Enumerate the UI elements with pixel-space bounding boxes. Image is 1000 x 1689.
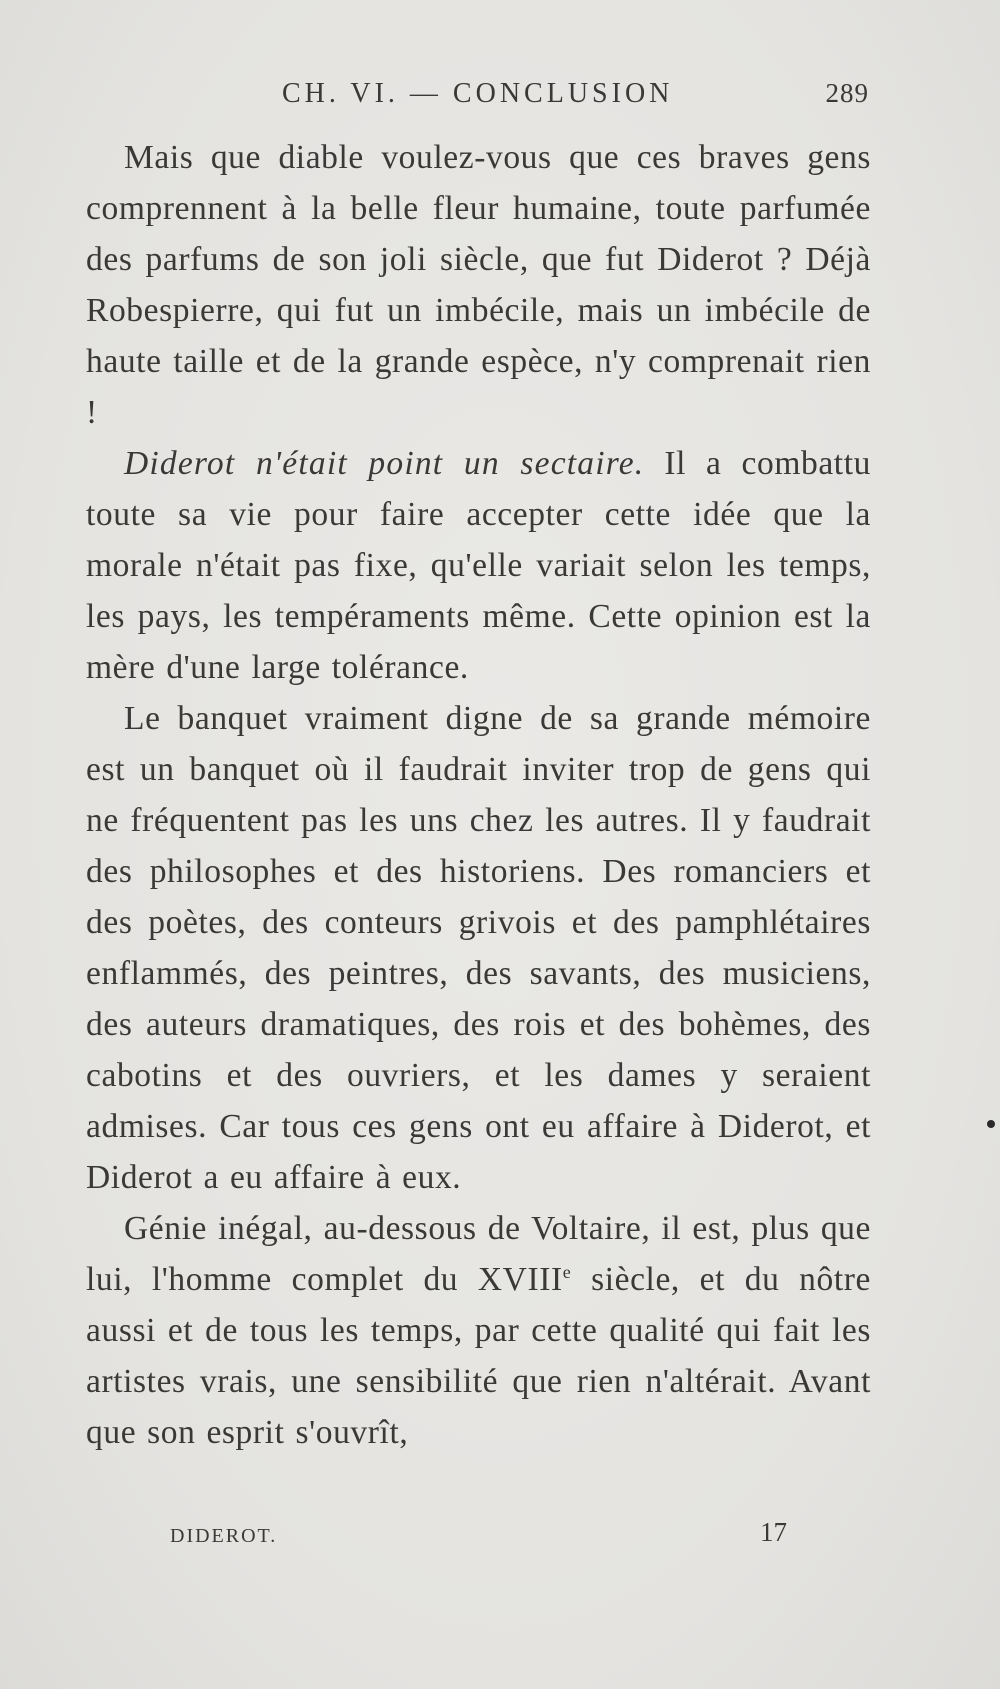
body-text (86, 132, 871, 1458)
paragraph-2-italic-lead: Diderot n'était point un sectaire. (124, 445, 645, 482)
paragraph-2-text: Il a combattu toute sa vie pour faire accepter cette idée que la morale n'était pas fixe, qu'elle variait selon les temps, les pays, les tempéraments même. Cette opinion est la mère d'une large tolérance. (86, 445, 871, 686)
paragraph-1 (86, 132, 871, 438)
paragraph-4 (86, 1203, 871, 1458)
paragraph-3 (86, 693, 871, 1203)
margin-ink-dot (987, 1120, 995, 1128)
signature-number: 17 (760, 1517, 787, 1547)
paragraph-1-text: Mais que diable voulez-vous que ces braves gens comprennent à la belle fleur humaine, toute parfumée des parfums de son joli siècle, que fut Diderot ? Déjà Robespierre, qui fut un imbécile, mais un imbécile de haute taille et de la grande espèce, n'y comprenait rien ! (86, 139, 871, 431)
paragraph-3-text: Le banquet vraiment digne de sa grande mémoire est un banquet où il faudrait inviter trop de gens qui ne fréquentent pas les uns chez les autres. Il y faudrait des philosophes et des historiens. Des romanciers et des poètes, des conteurs grivois et des pamphlétaires enflammés, des peintres, des savants, des musiciens, des auteurs dramatiques, des rois et des bohèmes, des cabotins et des ouvriers, et les dames y seraient admises. Car tous ces gens ont eu affaire à Diderot, et Diderot a eu affaire à eux. (86, 700, 871, 1196)
page-header (282, 78, 882, 118)
page-footer (170, 1517, 790, 1557)
running-head: CH. VI. — CONCLUSION (282, 78, 674, 109)
paragraph-4-text-after: siècle, et du nôtre aussi et de tous les temps, par cette qualité qui fait les artistes vrais, une sensibilité que rien n'altérait. Avant que son esprit s'ouvrît, (86, 1261, 871, 1451)
century-superscript: e (562, 1261, 572, 1282)
paragraph-2 (86, 438, 871, 693)
signature-mark: DIDEROT. (170, 1525, 278, 1547)
page-number: 289 (825, 78, 869, 108)
paragraph-4-text-before: Génie inégal, au-dessous de Voltaire, il est, plus que lui, l'homme complet du XVIII (86, 1210, 871, 1298)
